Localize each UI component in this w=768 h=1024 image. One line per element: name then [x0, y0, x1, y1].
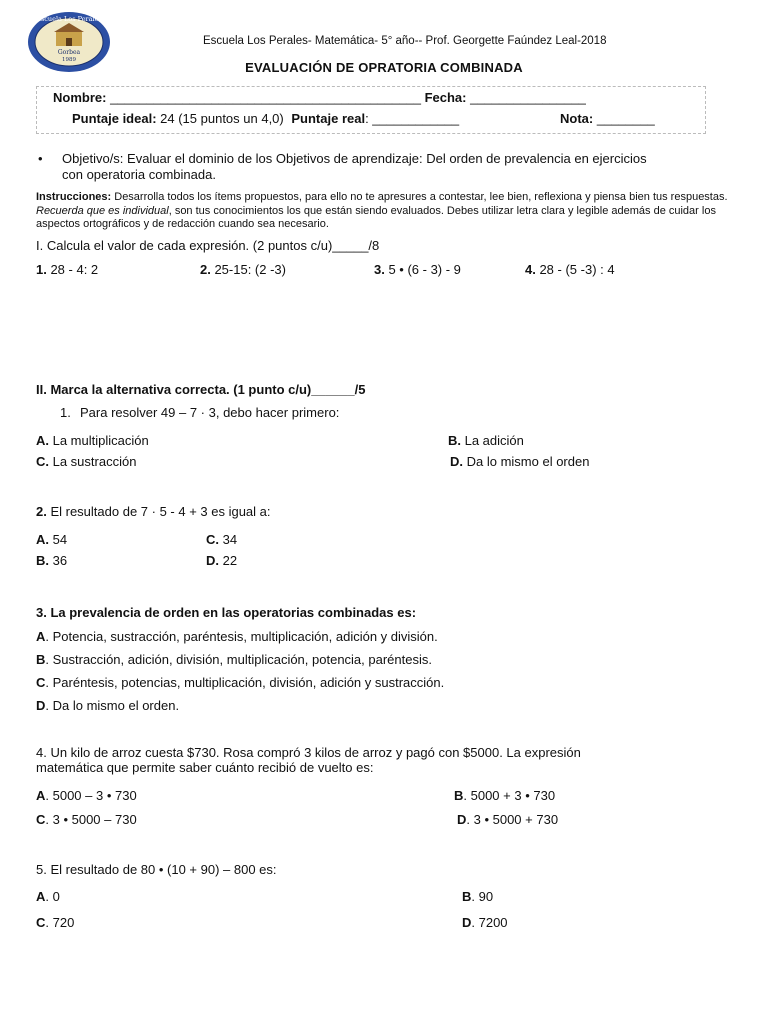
- ideal-score-label: Puntaje ideal:: [72, 111, 157, 126]
- section2-title: II. Marca la alternativa correcta. (1 punto c/u)______/5: [36, 382, 366, 397]
- q4-text-line-1: 4. Un kilo de arroz cuesta $730. Rosa compró 3 kilos de arroz y pagó con $5000. La expresión: [36, 745, 581, 760]
- q5-option-c[interactable]: C. 720: [36, 915, 75, 930]
- q5-option-b[interactable]: B. 90: [462, 889, 494, 904]
- q4-option-a[interactable]: A. 5000 – 3 • 730: [36, 788, 137, 803]
- q4-text-line-2: matemática que permite saber cuánto recibió de vuelto es:: [36, 760, 374, 775]
- date-field[interactable]: ________________: [470, 90, 586, 105]
- q5-option-d[interactable]: D. 7200: [462, 915, 508, 930]
- real-score-label: Puntaje real: [291, 111, 366, 126]
- section1-item-3: 3. 5 • (6 - 3) - 9: [374, 262, 461, 277]
- instructions-text-1: Desarrolla todos los ítems propuestos, para ello no te apresures a contestar, lee bien, reflexiona y piensa bien tus respuestas.: [111, 191, 728, 203]
- name-row: [53, 90, 586, 105]
- name-label: Nombre:: [53, 90, 107, 105]
- name-field[interactable]: ___________________________________________: [110, 90, 421, 105]
- q2-option-c[interactable]: C. 34: [206, 532, 238, 547]
- objective-line-2: con operatoria combinada.: [62, 167, 216, 182]
- date-label: Fecha:: [424, 90, 467, 105]
- logo-city-text: Gorbea: [57, 49, 81, 56]
- q3-text: 3. La prevalencia de orden en las operatorias combinadas es:: [36, 605, 417, 620]
- q1-option-c[interactable]: C. La sustracción: [36, 454, 137, 469]
- q2-option-a[interactable]: A. 54: [36, 532, 68, 547]
- logo-school-text: Escuela Los Perales: [36, 15, 102, 23]
- instructions-text-2: , son tus conocimientos los que están siendo evaluados. Debes utilizar letra clara y legible además de cuidar los aspectos ortográficos y de redacción cuando sea necesario.: [36, 204, 716, 230]
- q4-option-d[interactable]: D. 3 • 5000 + 730: [457, 812, 559, 827]
- section1-item-2: 2. 25-15: (2 -3): [200, 262, 286, 277]
- q3-option-a[interactable]: A. Potencia, sustracción, paréntesis, multiplicación, adición y división.: [36, 629, 438, 644]
- grade-field[interactable]: ________: [596, 111, 655, 126]
- real-score-field[interactable]: : ____________: [365, 111, 460, 126]
- objective-text: [62, 151, 752, 183]
- objective-line-1: Objetivo/s: Evaluar el dominio de los Objetivos de aprendizaje: Del orden de prevalencia en ejercicios: [62, 151, 647, 166]
- q1-text: Para resolver 49 – 7 · 3, debo hacer primero:: [80, 405, 340, 420]
- q1-option-d[interactable]: D. Da lo mismo el orden: [450, 454, 590, 469]
- logo-year-text: 1989: [62, 57, 76, 63]
- q3-option-d[interactable]: D. Da lo mismo el orden.: [36, 698, 180, 713]
- school-line: Escuela Los Perales- Matemática- 5° año-- Prof. Georgette Faúndez Leal-2018: [203, 35, 607, 47]
- q4-option-c[interactable]: C. 3 • 5000 – 730: [36, 812, 137, 827]
- q1-number: 1.: [60, 405, 71, 420]
- ideal-score-value: 24 (15 puntos un 4,0): [160, 111, 284, 126]
- instructions-label: Instrucciones:: [36, 191, 112, 203]
- q2-option-d[interactable]: D. 22: [206, 553, 238, 568]
- bullet-icon: •: [38, 151, 43, 166]
- q3-option-b[interactable]: B. Sustracción, adición, división, multiplicación, potencia, paréntesis.: [36, 652, 432, 667]
- q2-text: 2. El resultado de 7 · 5 - 4 + 3 es igual a:: [36, 504, 271, 519]
- instructions: [36, 191, 736, 232]
- grade-row: [560, 111, 655, 126]
- section1-item-1: 1. 28 - 4: 2: [36, 262, 99, 277]
- q3-option-c[interactable]: C. Paréntesis, potencias, multiplicación, división, adición y sustracción.: [36, 675, 445, 690]
- q5-text: 5. El resultado de 80 • (10 + 90) – 800 es:: [36, 862, 277, 877]
- score-row: [72, 111, 459, 126]
- q5-option-a[interactable]: A. 0: [36, 889, 60, 904]
- instructions-emphasis: Recuerda que es individual: [36, 204, 169, 217]
- section1-title: I. Calcula el valor de cada expresión. (2 puntos c/u)_____/8: [36, 238, 380, 253]
- q4-option-b[interactable]: B. 5000 + 3 • 730: [454, 788, 556, 803]
- grade-label: Nota:: [560, 111, 594, 126]
- section1-item-4: 4. 28 - (5 -3) : 4: [525, 262, 615, 277]
- q1-option-a[interactable]: A. La multiplicación: [36, 433, 149, 448]
- q1-option-b[interactable]: B. La adición: [448, 433, 524, 448]
- q2-option-b[interactable]: B. 36: [36, 553, 68, 568]
- page-title: EVALUACIÓN DE OPRATORIA COMBINADA: [245, 60, 523, 75]
